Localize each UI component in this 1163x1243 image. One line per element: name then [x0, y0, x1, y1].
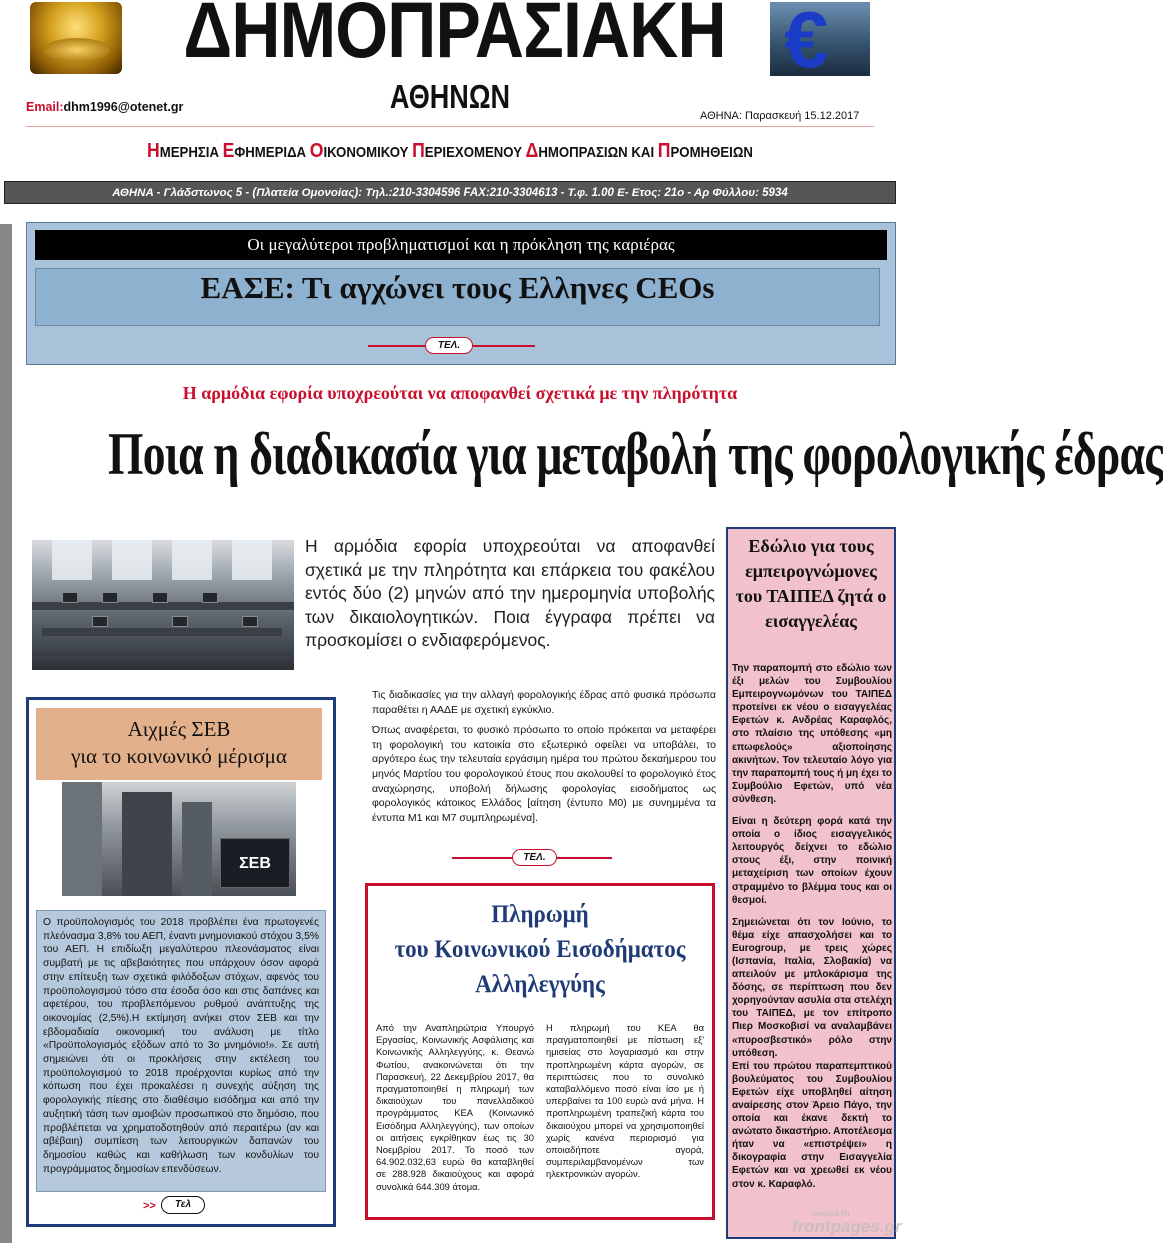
tagline-word: ΡΟΜΗΘΕΙΩΝ: [670, 144, 753, 161]
main-story-lead: Η αρμόδια εφορία υποχρεούται να αποφανθεί σχετικά με την πληρότητα και επάρκεια του φακέλου εντός δύο (2) μηνών από την ημερομηνία υποβολής των δικαιολογητικών. Ποια έγγραφα πρέπει να προσκομίσει ο ενδιαφερόμενος.: [305, 536, 715, 650]
sidebar-paragraph: Σημειώνεται ότι τον Ιούνιο, το θέμα είχε απασχολήσει και το Eurogroup, με τρεις χώρες (Ισπανία, Ιταλία, Σλοβακία) να απειλούν με μπλοκάρισμα της δόσης, σε περίπτωση που δεν χορηγούνταν ασυλία στα στελέχη του ΤΑΙΠΕΔ, με τον επίτροπο Πιερ Μοσκοβισί να αναλαμβάνει «πυροσβεστικό» ρόλο στην υπόθεση.: [732, 916, 892, 1059]
tagline-initial: Δ: [525, 140, 539, 162]
tagline-initial: Π: [657, 140, 671, 162]
tagline-word: ΜΕΡΗΣΙΑ: [159, 144, 223, 161]
top-story-title[interactable]: ΕΑΣΕ: Τι αγχώνει τους Ελληνες CEOs: [200, 270, 715, 305]
kea-title-line: Αλληλεγγύης: [475, 971, 605, 998]
masthead-subtitle: ΑΘΗΝΩΝ: [389, 78, 511, 115]
top-story-band: Οι μεγαλύτεροι προβληματισμοί και η πρόκληση της καριέρας: [35, 230, 887, 260]
coins-logo-image: [30, 2, 122, 74]
seb-title-line: Αιχμές ΣΕΒ: [127, 717, 231, 741]
main-story-paragraph: Τις διαδικασίες για την αλλαγή φορολογικής έδρας από φυσικά πρόσωπα παραθέτει η ΑΑΔΕ με σχετική εγκύκλιο.: [372, 689, 716, 716]
sidebar-paragraph: Επί του πρώτου παραπεμπτικού βουλεύματος του Συμβουλίου Εφετών είχε υποβληθεί αίτηση αναίρεσης στον Άρειο Πάγο, την οποία και έκανε δεκτή το ανώτατο δικαστήριο. Αποτέλεσμα ήταν να «επιστρέψει» η δικογραφία στην Εισαγγελία Εφετών και να χρεωθεί εκ νέου στον κ. Καραφλό.: [732, 1060, 893, 1190]
tel-badge: Τελ: [161, 1196, 205, 1214]
tagline-initial: Ε: [222, 140, 235, 162]
masthead-title: ΔΗΜΟΠΡΑΣΙΑΚΗ: [183, 0, 726, 74]
office-photo: [32, 540, 294, 670]
seb-title[interactable]: [36, 708, 322, 780]
kea-title-line: Πληρωμή: [491, 901, 589, 928]
tagline-initial: Π: [412, 140, 425, 162]
tagline-word: ΕΡΙΕΧΟΜΕΝΟΥ: [424, 144, 526, 161]
sidebar-paragraph: Την παραπομπή στο εδώλιο των έξι μελών του Συμβουλίου Εμπειρογνωμόνων του ΤΑΙΠΕΔ προτείνει εκ νέου ο εισαγγελέας Εφετών κ. Ανδρέας Καραφλός, στο πλαίσιο της υπόθεσης «μη επωφελούς» αξιοποίησης ακινήτων. Τον τελευταίο λόγο για την παραπομπή τους ή μη έχει το Συμβούλιο Εφετών, υπό νέα σύνθεση.: [732, 663, 892, 805]
tel-badge: ΤΕΛ.: [425, 337, 473, 354]
kea-text-right: Η πληρωμή του ΚΕΑ θα πραγματοποιηθεί με πίστωση εξ' ημισείας στο λογαριασμό και στην προπληρωμένη κάρτα αγορών, σε περιπτώσεις που το συνολικό καταβαλλόμενο ποσό είναι ίσο με ή υπερβαίνει τα 100 ευρώ ανά μήνα. Η προπληρωμένη τραπεζική κάρτα του δικαιούχου μπορεί να χρησιμοποιηθεί χωρίς κανένα περιορισμό για οποιαδήποτε αγορά, συμπεριλαμβανομένων των ηλεκτρονικών αγορών.: [546, 1022, 704, 1180]
tagline-initial: Η: [147, 140, 160, 162]
tagline-word: ΦΗΜΕΡΙΔΑ: [234, 144, 310, 161]
tagline: [107, 140, 793, 163]
tel-badge: ΤΕΛ.: [512, 849, 557, 866]
sidebar-paragraph: Είναι η δεύτερη φορά κατά την οποία ο ίδιος εισαγγελικός λειτουργός δείχνει το εδώλιο στους έξι, στην ποινική μεταχείριση των οποίων έχουν στραμμένο το βλέμμα τους και οι θεσμοί.: [732, 816, 892, 906]
masthead-divider: [26, 126, 874, 127]
watermark: frontpages.gr: [792, 1217, 902, 1236]
main-story-paragraph: Όπως αναφέρεται, το φυσικό πρόσωπο το οποίο πρόκειται να μεταφέρει τη φορολογική του κατοικία στο εξωτερικό οφείλει να υποβάλει, το αργότερο έως την τελευταία εργάσιμη ημέρα του πρώτου δεκαήμερου του μηνός Μαρτίου του φορολογικού έτους που ακολουθεί το φορολογικό έτος αναχώρησης, υποβολή δήλωσης φορολογίας εισοδήματος ως φορολογικός κάτοικος Ελλάδος [αίτηση (έντυπο Μ0) με συνημμένα τα έντυπα Μ1 και Μ7 συμπληρωμένα].: [372, 724, 716, 824]
seb-title-line: για το κοινωνικό μέρισμα: [71, 744, 287, 768]
seb-arrows: >>: [143, 1200, 156, 1212]
main-story-headline[interactable]: Ποια η διαδικασία για μεταβολή της φορολογικής έδρας: [108, 421, 1163, 487]
email-label: Email:: [26, 100, 64, 114]
seb-building-photo: [62, 782, 296, 896]
seb-text: Ο προϋπολογισμός του 2018 προβλέπει ένα πρωτογενές πλεόνασμα 3,8% του ΑΕΠ, έναντι μνημονιακού στόχου 3,5% του ΑΕΠ. Η επιδίωξη μεγαλύτερου πλεονάσματος είναι συμβατή με τις αβεβαιότητες που υπάρχουν όσον αφορά στην επίτευξη των σχετικά φιλόδοξων στόχων, αφενός του προϋπολογισμού τόσο στα έσοδα όσο και στις δαπάνες και αφετέρου, του προβλεπόμενου ρυθμού ανάπτυξης της οικονομίας (2,5%).Η εκτίμηση ανήκει στον ΣΕΒ και την εβδομαδιαία οικονομική του ανάλυση με τίτλο «Προϋπολογισμός εξόδων από το 3ο μνημόνιο!». Σε αυτή σημειώνει ότι οι προκλήσεις στην εκτέλεση του προϋπολογισμού το 2018 προέρχονται κυρίως από την κόπωση που έχει προκαλέσει η συνεχής αύξηση της φορολογικής πίεσης στο διαθέσιμο εισόδημα και από την αυξητική τάση των αμοιβών προσωπικού στο δημόσιο, που προβλέπεται να χρηματοδοτηθούν από περαιτέρω (αν και αβέβαιη) συμπίεση των λειτουργικών δαπανών του δημοσίου καθώς και καθήλωση των κονδυλίων του προγράμματος δημοσίων επενδύσεων.: [36, 910, 326, 1192]
kea-text-left: Από την Αναπληρώτρια Υπουργό Εργασίας, Κοινωνικής Ασφάλισης και Κοινωνικής Αλληλεγγύης, κ. Θεανώ Φωτίου, ανακοινώνεται ότι την Παρασκευή, 22 Δεκεμβρίου 2017, θα πραγματοποιηθεί η πληρωμή των δικαιούχων του πανελλαδικού προγράμματος ΚΕΑ (Κοινωνικό Εισόδημα Αλληλεγγύης), των οποίων οι αιτήσεις εγκρίθηκαν έως τις 30 Νοεμβρίου 2017. Το ποσό των 64.902.032,63 ευρώ θα καταβληθεί σε 288.928 δικαιούχους και αφορά συνολικά 644.309 άτομα.: [376, 1022, 534, 1192]
left-rule: [0, 224, 12, 1243]
sidebar-body: [732, 662, 892, 1200]
main-story-kicker: Η αρμόδια εφορία υποχρεούται να αποφανθεί σχετικά με την πληρότητα: [182, 383, 738, 403]
tagline-initial: Ο: [309, 140, 324, 162]
sidebar-title[interactable]: Εδώλιο για τους εμπειρογνώμονες του ΤΑΙΠΕΔ ζητά ο εισαγγελέας: [735, 536, 887, 631]
main-story-body: [372, 688, 716, 831]
email-link[interactable]: dhm1996@otenet.gr: [63, 100, 184, 114]
euro-sign-image: €: [770, 2, 870, 76]
seb-sign: ΣΕΒ: [220, 838, 290, 888]
tagline-word: ΗΜΟΠΡΑΣΙΩΝ ΚΑΙ: [538, 144, 658, 161]
kea-title-line: του Κοινωνικού Εισοδήματος: [394, 936, 686, 963]
tagline-word: ΙΚΟΝΟΜΙΚΟΥ: [323, 144, 413, 161]
kea-title[interactable]: [384, 897, 697, 1002]
info-bar: ΑΘΗΝΑ - Γλάδστωνος 5 - (Πλατεία Ομονοίας): Τηλ.:210-3304596 FAX:210-3304613 - Τ.φ. 1.00 Ε- Ετος: 21ο - Αρ Φύλλου: 5934: [4, 181, 896, 204]
watermark-small: created for: [812, 1209, 851, 1218]
issue-date: ΑΘΗΝΑ: Παρασκευή 15.12.2017: [700, 110, 860, 122]
email-line: [26, 100, 183, 114]
